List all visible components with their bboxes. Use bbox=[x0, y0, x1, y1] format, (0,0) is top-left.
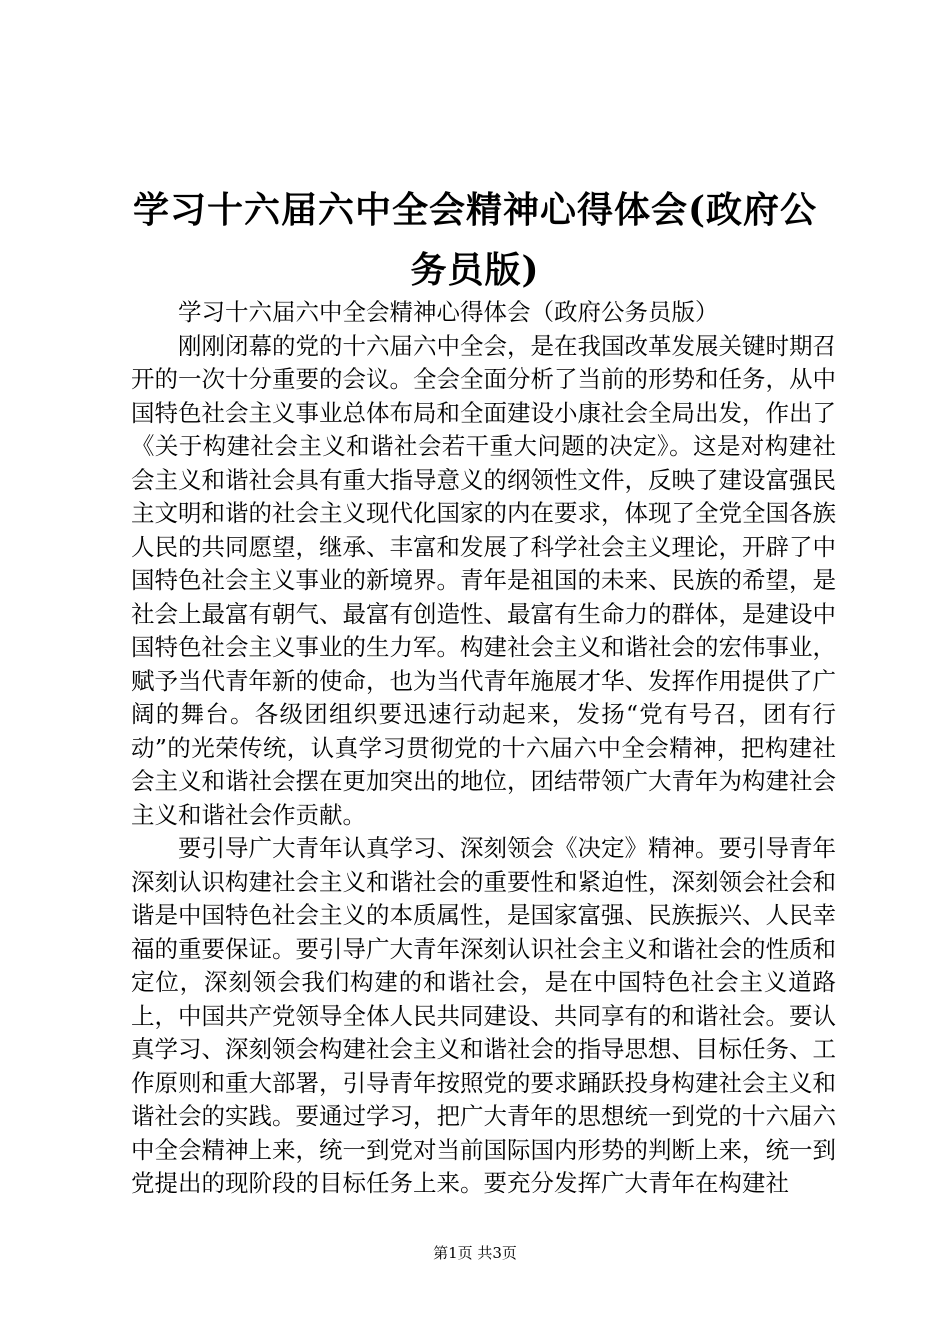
document-title: 学习十六届六中全会精神心得体会(政府公务员版) bbox=[132, 189, 818, 291]
body-paragraph: 刚刚闭幕的党的十六届六中全会，是在我国改革发展关键时期召开的一次十分重要的会议。全会全面分析了当前的形势和任务，从中国特色社会主义事业总体布局和全面建设小康社会全局出发，作出了《关于构建社会主义和谐社会若干重大问题的决定》。这是对构建社会主义和谐社会具有重大指导意义的纲领性文件，反映了建设富强民主文明和谐的社会主义现代化国家的内在要求，体现了全党全国各族人民的共同愿望，继承、丰富和发展了科学社会主义理论，开辟了中国特色社会主义事业的新境界。青年是祖国的未来、民族的希望，是社会上最富有朝气、最富有创造性、最富有生命力的群体，是建设中国特色社会主义事业的生力军。构建社会主义和谐社会的宏伟事业，赋予当代青年新的使命，也为当代青年施展才华、发挥作用提供了广阔的舞台。各级团组织要迅速行动起来，发扬“党有号召，团有行动”的光荣传统，认真学习贯彻党的十六届六中全会精神，把构建社会主义和谐社会摆在更加突出的地位，团结带领广大青年为构建社会主义和谐社会作贡献。 bbox=[131, 331, 836, 829]
page-footer: 第1页 共3页 bbox=[433, 1244, 517, 1262]
document-body bbox=[131, 296, 836, 1201]
document-subtitle: 学习十六届六中全会精神心得体会（政府公务员版） bbox=[178, 298, 719, 326]
body-paragraph: 要引导广大青年认真学习、深刻领会《决定》精神。要引导青年深刻认识构建社会主义和谐社会的重要性和紧迫性，深刻领会社会和谐是中国特色社会主义的本质属性，是国家富强、民族振兴、人民幸福的重要保证。要引导广大青年深刻认识社会主义和谐社会的性质和定位，深刻领会我们构建的和谐社会，是在中国特色社会主义道路上，中国共产党领导全体人民共同建设、共同享有的和谐社会。要认真学习、深刻领会构建社会主义和谐社会的指导思想、目标任务、工作原则和重大部署，引导青年按照党的要求踊跃投身构建社会主义和谐社会的实践。要通过学习，把广大青年的思想统一到党的十六届六中全会精神上来，统一到党对当前国际国内形势的判断上来，统一到党提出的现阶段的目标任务上来。要充分发挥广大青年在构建社 bbox=[131, 834, 836, 1197]
